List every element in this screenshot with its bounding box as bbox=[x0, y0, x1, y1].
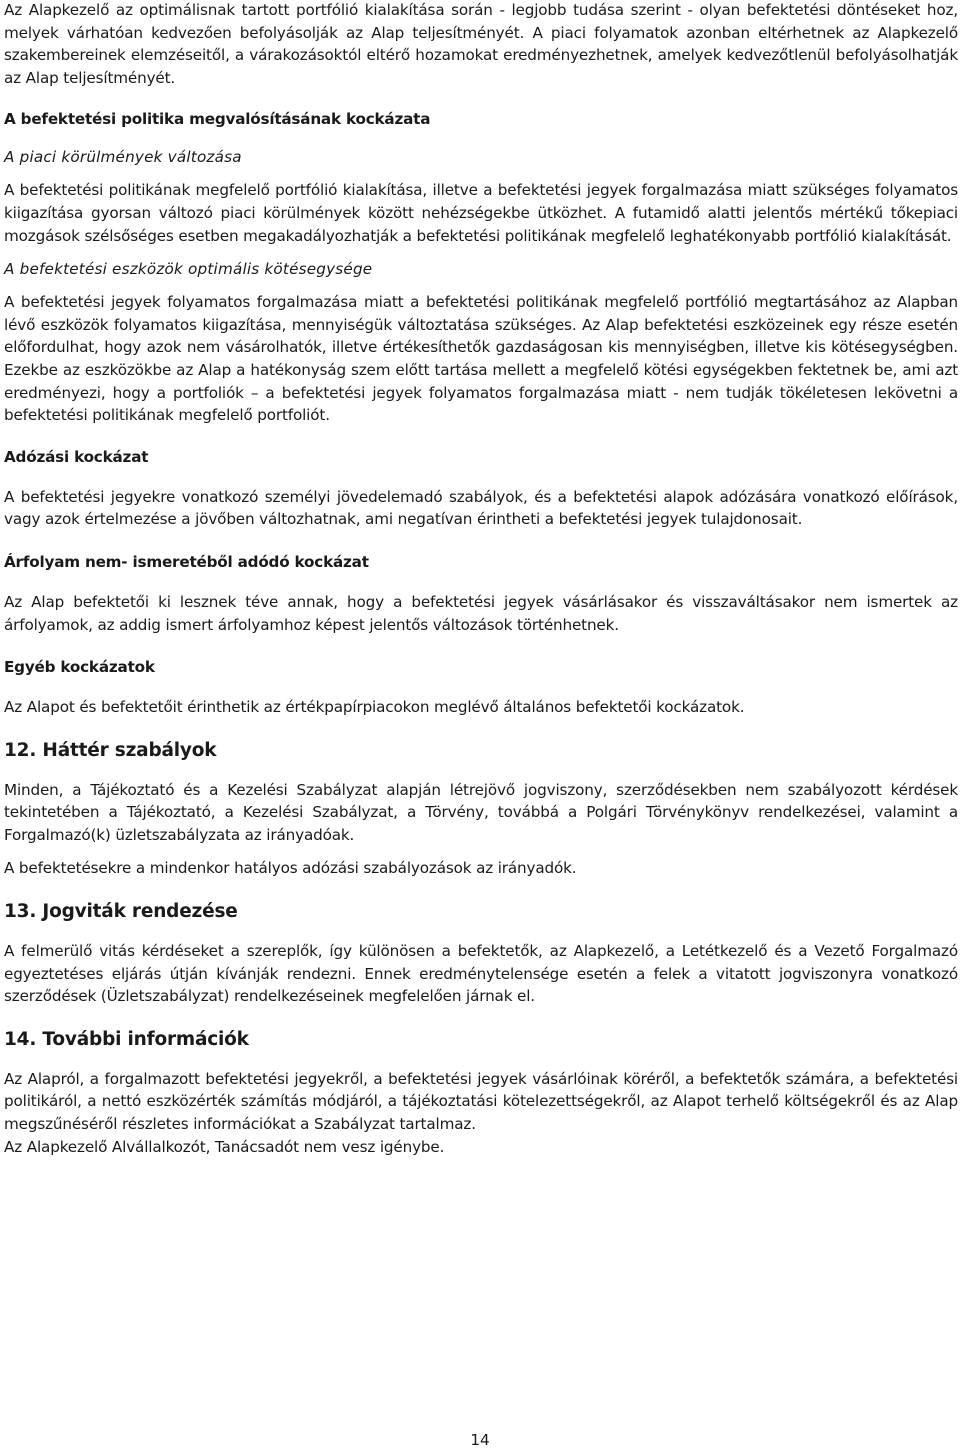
tax-risk-paragraph: A befektetési jegyekre vonatkozó személyi jövedelemadó szabályok, és a befektetési alapok adózására vonatkozó előírások, vagy azok értelmezése a jövőben változhatnak, ami negatívan érintheti a befektetési jegyek tulajdonosait. bbox=[4, 487, 958, 529]
other-risks-paragraph: Az Alapot és befektetőit érinthetik az értékpapírpiacokon meglévő általános befektetői kockázatok. bbox=[4, 698, 745, 717]
section-12-paragraph-2: A befektetésekre a mindenkor hatályos adózási szabályozások az irányadók. bbox=[4, 859, 577, 878]
other-risks-heading: Egyéb kockázatok bbox=[4, 658, 155, 677]
section-14-paragraph-1: Az Alapról, a forgalmazott befektetési jegyekről, a befektetési jegyek vásárlóinak köréről, a befektetők számára, a befektetési politikáról, a nettó eszközérték számítás módjáról, a tájékoztatási kötelezettségekről, az Alapot terhelő költségekről és az Alap megszűnéséről részletes információkat a Szabályzat tartalmaz. bbox=[4, 1069, 958, 1134]
market-change-subheading: A piaci körülmények változása bbox=[4, 148, 242, 167]
section-12-paragraph-1: Minden, a Tájékoztató és a Kezelési Szabályzat alapján létrejövő jogviszony, szerződésekben nem szabályozott kérdések tekintetében a Tájékoztató, a Kezelési Szabályzat, a Törvény, továbbá a Polgári Törvénykönyv rendelkezései, valamint a Forgalmazó(k) üzletszabályzata az irányadóak. bbox=[4, 780, 958, 844]
price-risk-heading: Árfolyam nem- ismeretéből adódó kockázat bbox=[4, 552, 369, 571]
section-13-heading: 13. Jogviták rendezése bbox=[4, 901, 238, 923]
section-12-heading: 12. Háttér szabályok bbox=[4, 739, 217, 761]
lot-size-paragraph: A befektetési jegyek folyamatos forgalmazása miatt a befektetési politikának megfelelő portfólió megtartásához az Alapban lévő eszközök folyamatos kiigazítása, mennyiségük változtatása szükséges. Az Alap befektetési eszközeinek egy része esetén előfordulhat, hogy azok nem vásárolhatók, illetve értékesíthetők gazdaságosan kis mennyiségben, illetve kis kötésegységben. Ezekbe az eszközökbe az Alap a hatékonyság szem előtt tartása mellett a megfelelő kötési egységekben fektetnek be, ami azt eredményezi, hogy a portfoliók – a befektetési jegyek folyamatos forgalmazása miatt - nem tudják tökéletesen lekövetni a befektetési politikának megfelelő portfoliót. bbox=[4, 293, 958, 425]
price-risk-paragraph: Az Alap befektetői ki lesznek téve annak, hogy a befektetési jegyek vásárlásakor és visszaváltásakor nem ismertek az árfolyamok, az addig ismert árfolyamhoz képest jelentős változások történhetnek. bbox=[4, 592, 958, 634]
lot-size-subheading: A befektetési eszközök optimális kötésegysége bbox=[4, 260, 373, 279]
section-14-paragraph-2: Az Alapkezelő Alvállalkozót, Tanácsadót nem vesz igénybe. bbox=[4, 1137, 445, 1156]
tax-risk-heading: Adózási kockázat bbox=[4, 447, 149, 466]
market-change-paragraph: A befektetési politikának megfelelő portfólió kialakítása, illetve a befektetési jegyek forgalmazása miatt szükséges folyamatos kiigazítása gyorsan változó piaci körülmények között nehézségekbe ütközhet. A futamidő alatti jelentős mértékű tőkepiaci mozgások szélsőséges esetben megakadályozhatják a befektetési politikának megfelelő leghatékonyabb portfólió kialakítását. bbox=[4, 181, 958, 245]
section-13-paragraph: A felmerülő vitás kérdéseket a szereplők, így különösen a befektetők, az Alapkezelő, a Letétkezelő és a Vezető Forgalmazó egyeztetéses eljárás útján kívánják rendezni. Ennek eredménytelensége esetén a felek a vitatott jogviszonyra vonatkozó szerződések (Üzletszabályzat) rendelkezéseinek megfelelően járnak el. bbox=[4, 942, 958, 1006]
document-page bbox=[4, 0, 958, 1158]
policy-risk-heading: A befektetési politika megvalósításának kockázata bbox=[4, 110, 431, 129]
page-number: 14 bbox=[470, 1431, 490, 1449]
intro-paragraph: Az Alapkezelő az optimálisnak tartott portfólió kialakítása során - legjobb tudása szerint - olyan befektetési döntéseket hoz, melyek várhatóan kedvezően befolyásolják az Alap teljesítményét. A piaci folyamatok azonban eltérhetnek az Alapkezelő szakembereinek elemzéseitől, a várakozásoktól eltérő hozamokat eredményezhetnek, amelyek kedvezőtlenül befolyásolhatják az Alap teljesítményét. bbox=[4, 1, 958, 87]
section-14-heading: 14. További információk bbox=[4, 1028, 249, 1050]
